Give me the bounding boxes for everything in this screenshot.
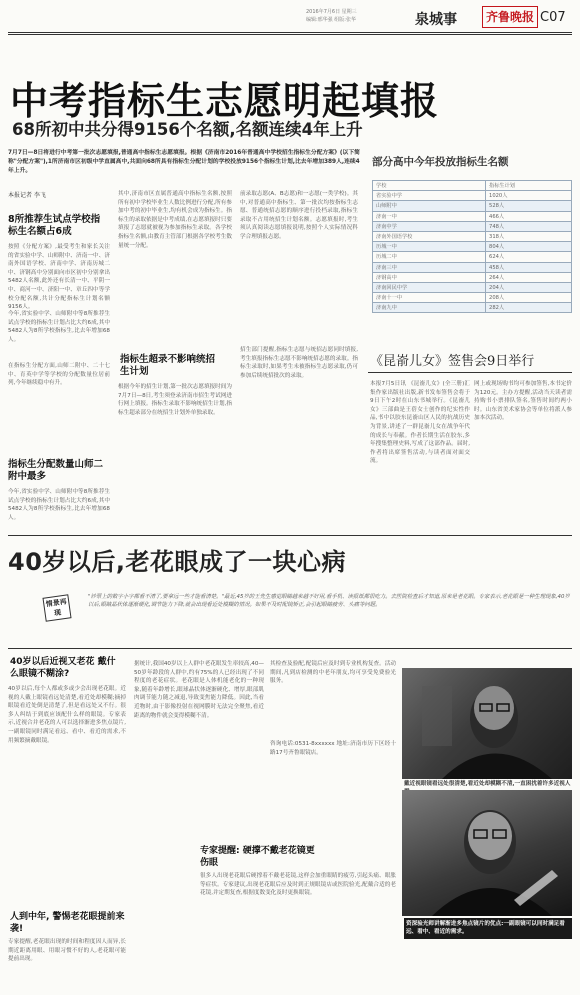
- table-cell-count: 204人: [486, 282, 572, 292]
- table-cell-count: 748人: [486, 221, 572, 231]
- masthead-rule: [8, 32, 572, 33]
- subhead-early-onset: [10, 912, 128, 935]
- table-row: [373, 201, 572, 211]
- subhead-expert-tip: 专家提醒: 硬撑不戴老花镜更伤眼: [200, 846, 315, 868]
- table-cell-count: 282人: [486, 303, 572, 313]
- divider: [8, 648, 572, 649]
- subhead-myopia: [10, 657, 120, 680]
- table-row: [373, 191, 572, 201]
- headline-presbyopia: 40岁以后,老花眼成了一块心病: [8, 548, 347, 576]
- body-text: 其检查及验配,配镜后应及时到专业机构复查。活动期间,凡到店检测的中老年朋友,均可享受免费验光服务。: [270, 661, 396, 685]
- table-cell-school: 济南外国语学校: [373, 231, 486, 241]
- intro-quote: "钞票上的数字小字都看不清了,要拿远一些才能看清楚。"最近,45岁的王先生感觉眼睛越来越不好用,看手机、读报纸都很吃力。去医院检查后才知道,原来是老花眼。专家表示,老花眼是一种生理现象,40岁以后,眼睛晶状体逐渐硬化,调节能力下降,就会出现看近处模糊的情况。如果不及时配镜矫正,会引起眼睛疲劳、头痛等问题。: [88, 594, 570, 609]
- table-cell-school: 山师附中: [373, 201, 486, 211]
- header-date: 2016年7月6日 星期三: [306, 9, 357, 15]
- table-cell-count: 804人: [486, 242, 572, 252]
- table-cell-school: 济南十一中: [373, 293, 486, 303]
- table-title: 部分高中今年投放指标生名额: [372, 156, 509, 168]
- body-text: 据统计,我国40岁以上人群中老花眼发生率较高,40—50岁年龄段的人群中,约有75%的人已经出现了不同程度的老花症状。老花眼是人体机能老化的一种现象,随着年龄增长,眼球晶状体逐渐硬化、增厚,眼部肌肉调节能力随之减退,导致变焦能力降低。因此,当看近物时,由于影像投射在视网膜时无法完全聚焦,看近距离的物件就会变得模糊不清。: [134, 661, 264, 719]
- section-divider: [8, 535, 572, 536]
- table-cell-school: 历城一中: [373, 242, 486, 252]
- page-number: C07: [540, 10, 566, 25]
- table-row: [373, 303, 572, 313]
- subheadline-exam: 68所初中共分得9156个名额,名额连续4年上升: [12, 120, 363, 139]
- table-row: [373, 221, 572, 231]
- quota-table: [372, 180, 572, 313]
- body-text: 招生部门提醒,指标生志愿与统招志愿同时填报,考生填报指标生志愿不影响统招志愿的录取。指标生录取时,如果考生未被指标生志愿录取,仍可参加后续统招批次的录取。: [240, 347, 358, 379]
- body-text: 根据今年的招生计划,第一批次志愿填报时间为7月7日—8日,考生须登录济南市招生考试网进行网上填报。指标生录取不影响统招生计划,指标生超录部分在统招生计划外单独录取。: [118, 384, 232, 416]
- table-cell-count: 208人: [486, 293, 572, 303]
- subhead-distribution: 指标生分配数量山师二附中最多: [8, 459, 104, 482]
- body-text: 今年,省实验中学、山师附中等8所推荐生试点学校的指标生计划占比大约6成,其中5482人为8所学校指标生,比去年增加68人。: [8, 489, 110, 521]
- body-text: 40岁以后,每个人都或多或少会出现老花眼。近视的人戴上眼镜看远处清楚,看近处却模糊;摘掉眼镜看近处倒是清楚了,但是看远处又不行。很多人纠结于到底应该配什么样的眼镜。专家表示,近视合并老花的人可以选择渐进多焦点镜片,一副眼镜同时满足看远、看中、看近的需求,不用频繁摘戴眼镜。: [8, 686, 126, 744]
- divider: [368, 372, 572, 373]
- photo-man-glasses-drawing: [402, 668, 572, 779]
- table-cell-school: 历城二中: [373, 252, 486, 262]
- table-cell-school: 济南中学: [373, 221, 486, 231]
- table-row: [373, 211, 572, 221]
- photo-man-glasses: [402, 668, 572, 779]
- subhead-myopia-text: 40岁以后近视又老花 戴什么眼镜不糊涂?: [10, 657, 116, 679]
- section-name: 泉城事: [415, 12, 457, 28]
- table-header-count: 指标生计划: [486, 181, 572, 191]
- table-cell-count: 528人: [486, 201, 572, 211]
- table-row: [373, 293, 572, 303]
- byline: 本报记者 李飞: [8, 192, 46, 199]
- body-text: 前录取志愿(A、B志愿)和一志愿(一类学校)。其中,对普通高中指标生、第一批次均按指标生志愿、普通统招志愿的顺序进行投档录取,指标生录取不占用统招生计划名额。志愿填报时,考生须认真阅读志愿填报说明,按照个人实际情况科学合理填报志愿。: [240, 191, 358, 240]
- brand-logo: 齐鲁晚报: [482, 6, 538, 28]
- table-row: [373, 282, 572, 292]
- photo-caption-1: 戴近视眼镜看远处很清楚,看近处却模糊不清,一直困扰着许多近视人: [404, 781, 571, 787]
- table-cell-count: 458人: [486, 262, 572, 272]
- table-cell-count: 318人: [486, 231, 572, 241]
- table-row: [373, 242, 572, 252]
- body-text: 今年,省实验中学、山师附中等8所推荐生试点学校的指标生计划占比大约6成,其中5482人为8所学校指标生,比去年增加68人。: [8, 311, 110, 343]
- body-text: 网上或现场购书均可参加签售,本书定价为120元。主办方提醒,活动当天读者需持购书小票排队签名,签售时间约两小时。山东省美术家协会等单位将派人参加本次活动。: [474, 381, 572, 422]
- body-text: 很多人出现老花眼后硬撑着不戴老花镜,这样会加重眼睛的疲劳,引起头痛、眼胀等症状。专家建议,出现老花眼后应及时到正规眼镜店或医院验光,配戴合适的老花镜,并定期复查,根据度数变化及时更换眼镜。: [200, 873, 396, 897]
- photo-optometrist-drawing: [402, 790, 572, 916]
- photo-optometrist: [402, 790, 572, 916]
- subhead-overflow: 指标生超录不影响统招生计划: [120, 354, 216, 377]
- table-row: [373, 262, 572, 272]
- body-text: 在指标生分配方面,山师二附中、二十七中、育英中学等学校的分配数量位居前列,今年继续稳中有升。: [8, 363, 110, 387]
- body-text: 按照《分配方案》,最受考生和家长关注的省实验中学、山师附中、济南一中、济南外国语学校、济南中学、济南历城二中、济钢高中分别面向市区初中分别拿出5482人名额,此外还有长清一中、平阴一中、商河一中、济阳一中、章丘四中等学校分配名额,共计分配指标生计划名额9156人。: [8, 244, 110, 311]
- photo-caption-2: 资深验光师讲解渐进多焦点镜片的优点:一副眼镜可以同时满足看远、看中、看近的需求。: [404, 918, 572, 939]
- table-cell-school: 济南三中: [373, 262, 486, 272]
- body-text: 咨询电话:0531-8xxxxxx 地址:济南市历下区经十路17号齐鲁眼镜店。: [270, 741, 396, 756]
- table-cell-count: 1020人: [486, 191, 572, 201]
- body-text: 其中,济南市区直属普通高中指标生名额,按照所有初中学校毕业生人数比例进行分配,所有参加中考的初中毕业生,均有机会成为指标生。指标生的录取依据是中考成绩,在志愿填报时只要填报了志愿就被视为参加指标生录取。各学校指标生名额,由教育主管部门根据各学校考生数量统一分配。: [118, 191, 232, 249]
- table-row: [373, 272, 572, 282]
- table-header-row: [373, 181, 572, 191]
- table-header-school: 学校: [373, 181, 486, 191]
- table-cell-count: 264人: [486, 272, 572, 282]
- subhead-early-onset-text: 人到中年, 警惕老花眼提前来袭!: [10, 912, 125, 934]
- table-cell-school: 济南九中: [373, 303, 486, 313]
- lead-paragraph: 7月7日—8日将进行中考第一批次志愿填报,普通高中指标生志愿填报。根据《济南市2016年普通高中学校招生指标生分配方案》(以下简称"分配方案"),1所济南市区初级中学直属高中,共面向68所具有指标生分配计划的学校投放9156个指标生计划,比去年增加389人,连续4年上升。: [8, 150, 360, 174]
- table-cell-school: 济钢高中: [373, 272, 486, 282]
- body-text: 专家提醒,老花眼出现的时间和程度因人而异,长期近距离用眼、用眼习惯不好的人,老花眼可能提前出现。: [8, 939, 126, 963]
- masthead-rule-thin: [8, 34, 572, 35]
- table-cell-count: 466人: [486, 211, 572, 221]
- table-row: [373, 231, 572, 241]
- table-cell-count: 624人: [486, 252, 572, 262]
- body-text: 本报7月5日讯 《昆嵛儿女》(全三册)汇集作家出版社出版,新书发布签售会将于9日下午2时在山东书城举行。《昆嵛儿女》三部曲是王蓓女士创作的纪实性作品,书中以胶东昆嵛山区人民的抗战历史为背景,讲述了一群昆嵛儿女在战争年代的成长与奉献。作者长期生活在胶东,多年搜集整理史料,写成了这部作品。届时,作者将出席签售活动,与读者面对面交流。: [370, 381, 470, 465]
- header-meta: [306, 8, 414, 24]
- table-cell-school: 济南回民中学: [373, 282, 486, 292]
- table-cell-school: 省实验中学: [373, 191, 486, 201]
- headline-book-signing: 《昆嵛儿女》签售会9日举行: [370, 354, 535, 369]
- header-editors: 编辑:邢华强 组版:张华: [306, 17, 356, 23]
- scene-stamp: 情景再现: [42, 594, 71, 621]
- table-cell-school: 济南一中: [373, 211, 486, 221]
- subhead-pilot-schools: 8所推荐生试点学校指标生名额占6成: [8, 214, 101, 237]
- headline-exam: 中考指标生志愿明起填报: [10, 79, 440, 123]
- table-row: [373, 252, 572, 262]
